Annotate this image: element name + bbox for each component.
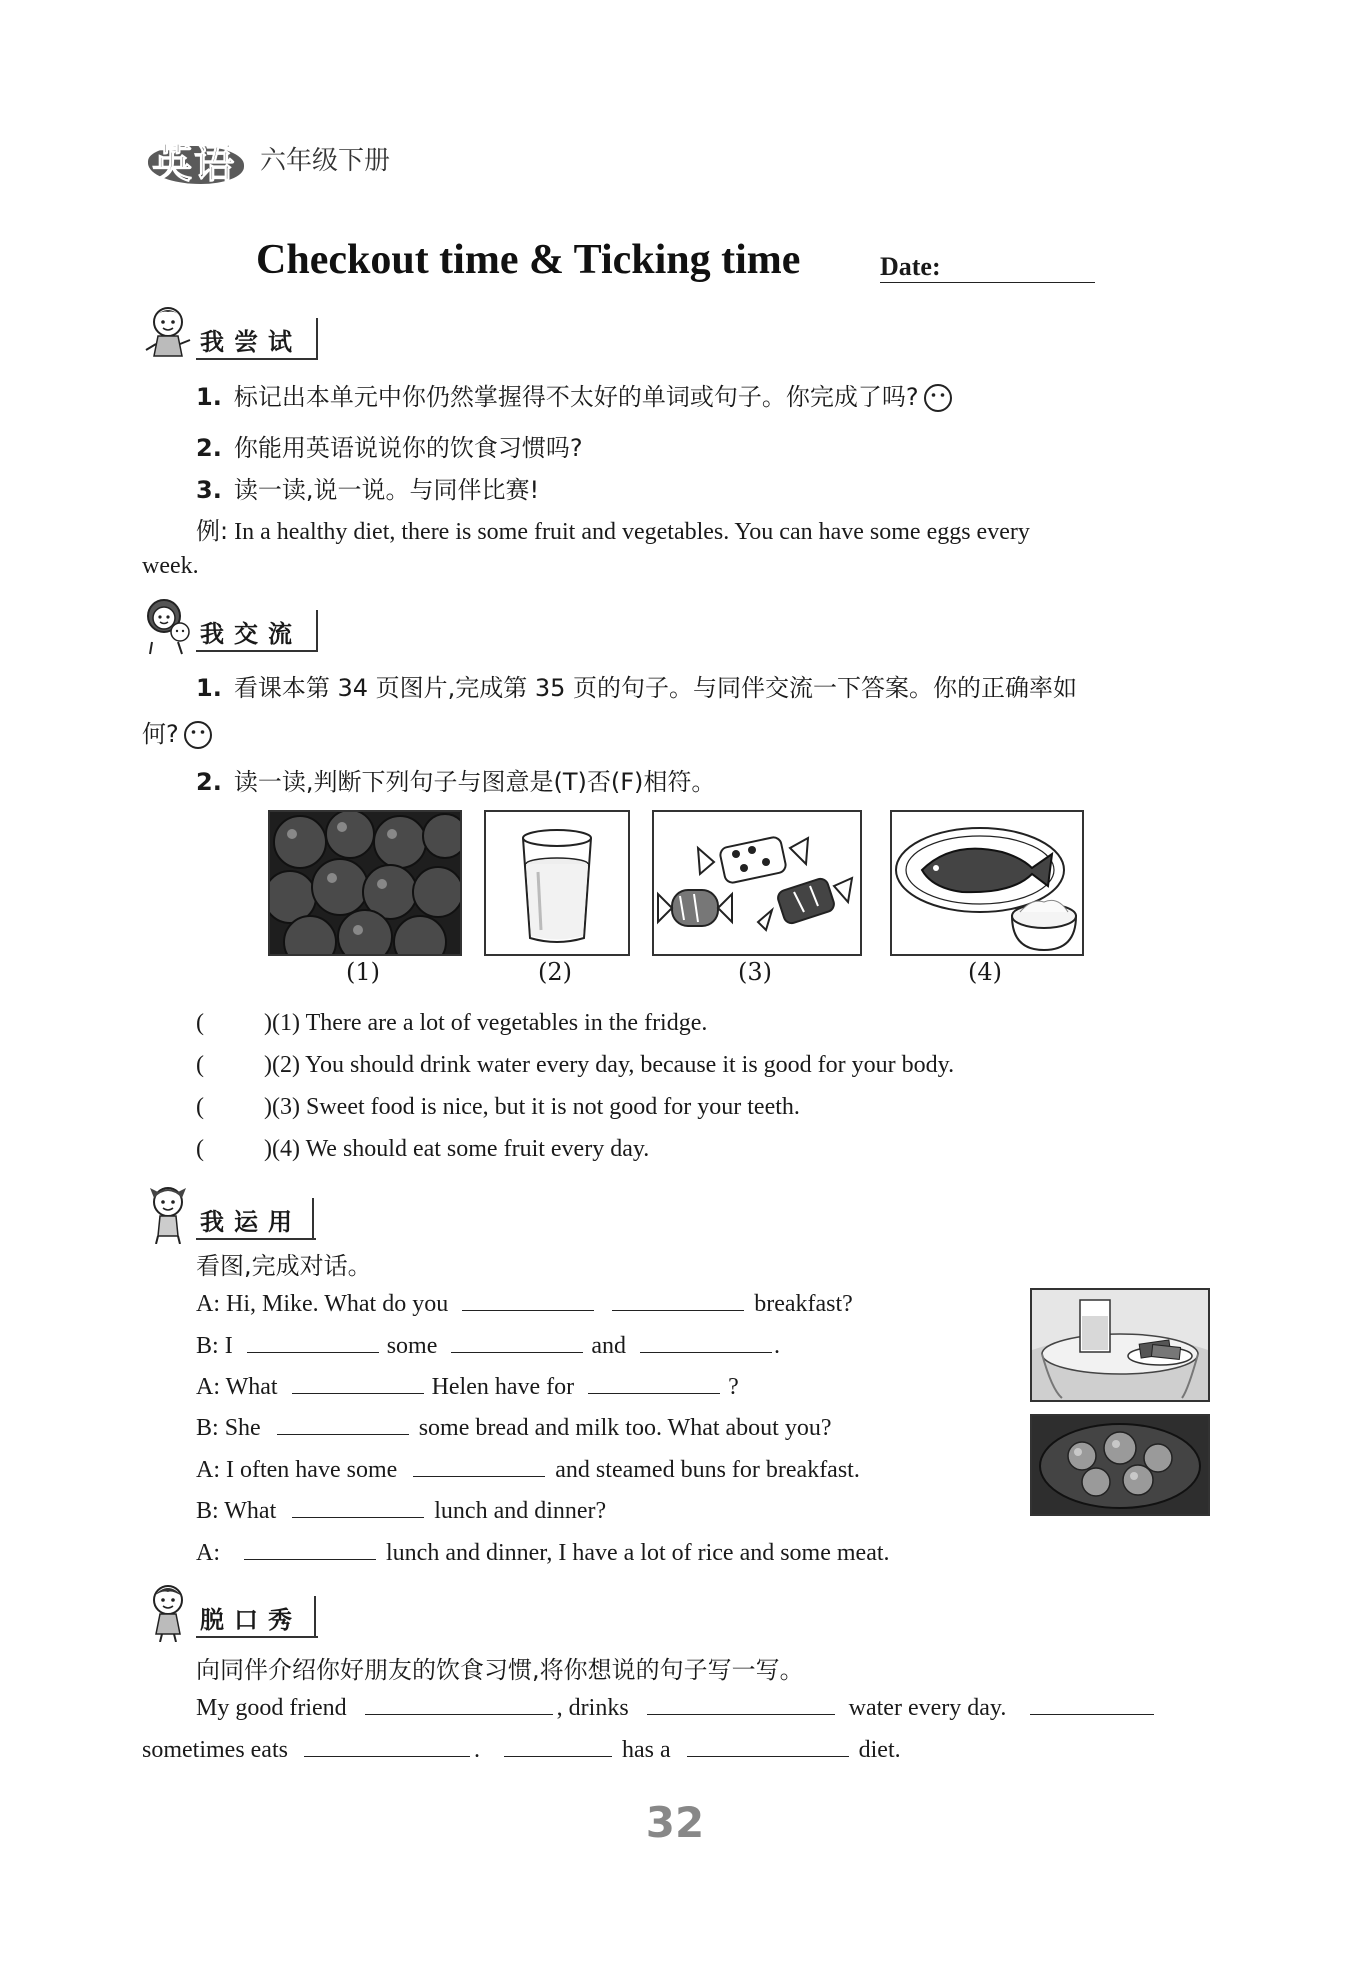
answer-blank[interactable]	[647, 1692, 835, 1715]
dialogue-line-2: B: I some and .	[196, 1330, 780, 1360]
share-item-1-cont: 何?	[142, 714, 213, 750]
share-item-2: 2. 读一读,判断下列句子与图意是(T)否(F)相符。	[196, 768, 716, 796]
talk-line-2: sometimes eats . has a diet.	[142, 1734, 901, 1764]
picture-caption-2: (2)	[538, 958, 572, 986]
kids-mascot-icon	[142, 592, 194, 656]
section-use-label: 我运用	[200, 1208, 302, 1236]
answer-blank[interactable]	[244, 1537, 376, 1560]
section-try-heading	[142, 300, 342, 370]
fish-and-rice	[890, 810, 1084, 956]
answer-blank[interactable]	[640, 1330, 772, 1353]
section-share-label: 我交流	[200, 620, 302, 648]
picture-caption-3: (3)	[738, 958, 772, 986]
grade-label: 六年级下册	[260, 146, 391, 176]
answer-blank[interactable]	[451, 1330, 583, 1353]
tomatoes-photo	[268, 810, 462, 956]
answer-blank[interactable]	[462, 1288, 594, 1311]
subject-badge	[140, 128, 250, 186]
answer-blank[interactable]	[612, 1288, 744, 1311]
glass-of-milk	[484, 810, 630, 956]
answer-blank[interactable]	[1030, 1692, 1154, 1715]
subject-label: 英语	[152, 141, 236, 187]
section-use-heading	[142, 1180, 342, 1250]
girl-mascot-icon	[142, 1578, 194, 1642]
picture-caption-4: (4)	[968, 958, 1002, 986]
share-item-1: 1. 看课本第 34 页图片,完成第 35 页的句子。与同伴交流一下答案。你的正确率如	[196, 674, 1078, 702]
answer-blank[interactable]	[304, 1734, 470, 1757]
answer-blank[interactable]	[687, 1734, 849, 1757]
statement-4: ( )(4) We should eat some fruit every day.	[196, 1136, 650, 1162]
date-label: Date:	[880, 252, 941, 281]
statement-1: ( )(1) There are a lot of vegetables in the fridge.	[196, 1010, 708, 1036]
candies	[652, 810, 862, 956]
try-example-cont: week.	[142, 553, 199, 579]
answer-blank[interactable]	[292, 1371, 424, 1394]
page-number: 32	[645, 1798, 705, 1847]
breakfast-table-picture	[1030, 1288, 1210, 1402]
answer-blank[interactable]	[292, 1495, 424, 1518]
statement-3: ( )(3) Sweet food is nice, but it is not good for your teeth.	[196, 1094, 800, 1120]
answer-blank[interactable]	[247, 1330, 379, 1353]
date-field[interactable]	[880, 282, 1095, 283]
dialogue-line-7: A: lunch and dinner, I have a lot of rice and some meat.	[196, 1537, 890, 1567]
section-share-heading	[142, 592, 342, 662]
statement-2: ( )(2) You should drink water every day, because it is good for your body.	[196, 1052, 955, 1078]
picture-caption-1: (1)	[346, 958, 380, 986]
steamed-buns-picture	[1030, 1414, 1210, 1516]
try-item-1: 1. 标记出本单元中你仍然掌握得不太好的单词或句子。你完成了吗?	[196, 377, 953, 413]
smiley-face-icon	[183, 720, 213, 750]
section-talk-label: 脱口秀	[200, 1606, 302, 1634]
try-item-3: 3. 读一读,说一说。与同伴比赛!	[196, 476, 540, 504]
dialogue-line-5: A: I often have some and steamed buns for breakfast.	[196, 1454, 860, 1484]
dialogue-line-4: B: She some bread and milk too. What about you?	[196, 1412, 831, 1442]
girl-mascot-icon	[142, 1180, 194, 1244]
talk-line-1: My good friend , drinks water every day.	[196, 1692, 1154, 1722]
girl-mascot-icon	[142, 300, 194, 364]
section-talk-heading	[142, 1578, 342, 1648]
answer-blank[interactable]	[504, 1734, 612, 1757]
page-title: Checkout time & Ticking time	[256, 237, 801, 283]
dialogue-line-1: A: Hi, Mike. What do you breakfast?	[196, 1288, 853, 1318]
dialogue-line-3: A: What Helen have for ?	[196, 1371, 739, 1401]
section-try-label: 我尝试	[200, 328, 302, 356]
answer-blank[interactable]	[588, 1371, 720, 1394]
try-example: 例: In a healthy diet, there is some fruit and vegetables. You can have some eggs every	[196, 517, 1030, 545]
smiley-face-icon	[923, 383, 953, 413]
talk-instruction: 向同伴介绍你好朋友的饮食习惯,将你想说的句子写一写。	[196, 1656, 804, 1684]
use-instruction: 看图,完成对话。	[196, 1252, 372, 1280]
answer-blank[interactable]	[413, 1454, 545, 1477]
answer-blank[interactable]	[277, 1412, 409, 1435]
dialogue-line-6: B: What lunch and dinner?	[196, 1495, 606, 1525]
try-item-2: 2. 你能用英语说说你的饮食习惯吗?	[196, 434, 583, 462]
answer-blank[interactable]	[365, 1692, 553, 1715]
